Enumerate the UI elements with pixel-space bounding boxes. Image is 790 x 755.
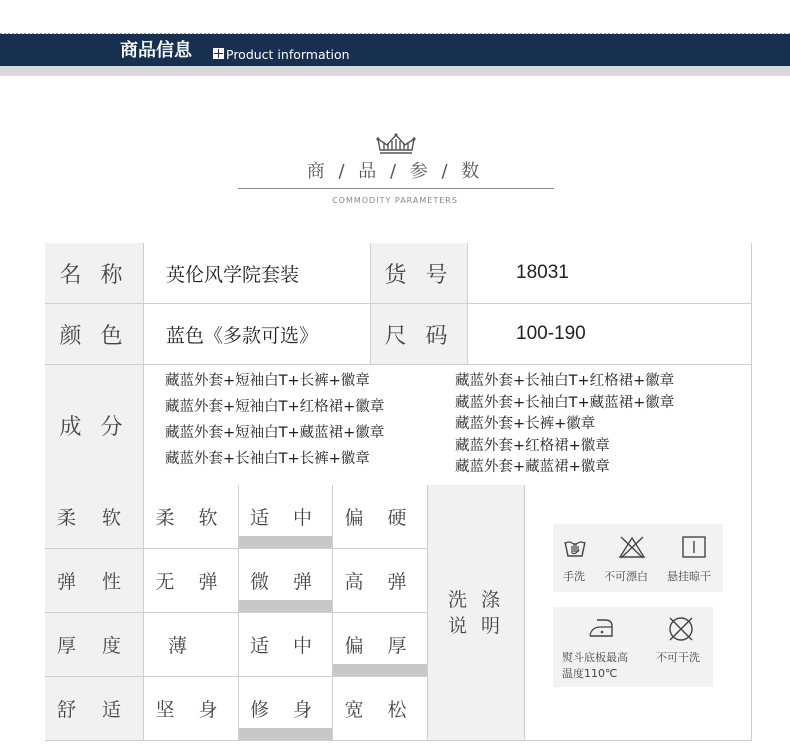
comfort-option-loose: 宽 松 [333, 677, 428, 741]
hand-wash-caption: 手洗 [563, 570, 585, 583]
comfort-option-slim: 修 身 [239, 677, 333, 741]
name-label: 名 称 [45, 243, 144, 304]
color-value: 蓝色《多款可选》 [144, 304, 371, 365]
no-bleach-caption: 不可漂白 [604, 570, 648, 583]
selected-indicator [333, 664, 427, 676]
elasticity-option-slight: 微 弹 [239, 549, 333, 613]
list-item: 藏蓝外套+短袖白T+红格裙+徽章 [165, 399, 385, 415]
color-label: 颜 色 [45, 304, 144, 365]
size-label: 尺 码 [371, 304, 468, 365]
header-title-en: Product information [226, 47, 350, 62]
softness-label: 柔 软 [45, 485, 144, 549]
hang-dry-caption: 悬挂晾干 [667, 570, 711, 583]
sku-label: 货 号 [371, 243, 468, 304]
softness-option-medium: 适 中 [239, 485, 333, 549]
hand-wash-icon [563, 536, 587, 558]
no-dry-clean-icon [667, 615, 695, 643]
composition-label: 成 分 [45, 365, 144, 486]
list-item: 藏蓝外套+长袖白T+长裤+徽章 [165, 451, 370, 467]
sku-value: 18031 [468, 243, 752, 304]
thickness-option-medium: 适 中 [239, 613, 333, 677]
list-item: 藏蓝外套+长袖白T+红格裙+徽章 [455, 373, 675, 389]
elasticity-option-high: 高 弹 [333, 549, 428, 613]
header-shadow [0, 66, 790, 76]
selected-indicator [239, 728, 332, 740]
list-item: 藏蓝外套+藏蓝裙+徽章 [455, 459, 610, 475]
selected-indicator [239, 600, 332, 612]
comfort-option-firm: 坚 身 [144, 677, 239, 741]
list-item: 藏蓝外套+长裤+徽章 [455, 416, 596, 432]
size-value: 100-190 [468, 304, 752, 365]
iron-icon [587, 617, 615, 639]
title-divider [238, 188, 554, 189]
iron-caption: 熨斗底板最高 温度110℃ [562, 651, 628, 680]
selected-indicator [239, 536, 332, 548]
composition-list-right [455, 371, 674, 479]
softness-option-soft: 柔 软 [144, 485, 239, 549]
composition-list-left [165, 371, 384, 475]
no-dry-clean-caption: 不可干洗 [656, 651, 700, 664]
plus-icon [213, 48, 224, 59]
list-item: 藏蓝外套+短袖白T+长裤+徽章 [165, 373, 370, 389]
comfort-label: 舒 适 [45, 677, 144, 741]
thickness-label: 厚 度 [45, 613, 144, 677]
washing-label: 洗 涤 说 明 [428, 485, 525, 741]
no-bleach-icon [618, 535, 646, 559]
section-title: 商 / 品 / 参 / 数 [306, 161, 484, 182]
header-bar [0, 34, 790, 66]
list-item: 藏蓝外套+长袖白T+藏蓝裙+徽章 [455, 394, 675, 411]
section-subtitle: COMMODITY PARAMETERS [332, 196, 458, 205]
list-item: 藏蓝外套+短袖白T+藏蓝裙+徽章 [165, 425, 385, 441]
thickness-option-thick: 偏 厚 [333, 613, 428, 677]
list-item: 藏蓝外套+红格裙+徽章 [455, 437, 610, 454]
hang-dry-icon [681, 535, 707, 559]
softness-option-hard: 偏 硬 [333, 485, 428, 549]
name-value: 英伦风学院套装 [144, 243, 371, 304]
thickness-option-thin: 薄 [144, 613, 239, 677]
elasticity-label: 弹 性 [45, 549, 144, 613]
header-title-cn: 商品信息 [120, 40, 192, 61]
crown-icon [376, 133, 416, 157]
elasticity-option-none: 无 弹 [144, 549, 239, 613]
